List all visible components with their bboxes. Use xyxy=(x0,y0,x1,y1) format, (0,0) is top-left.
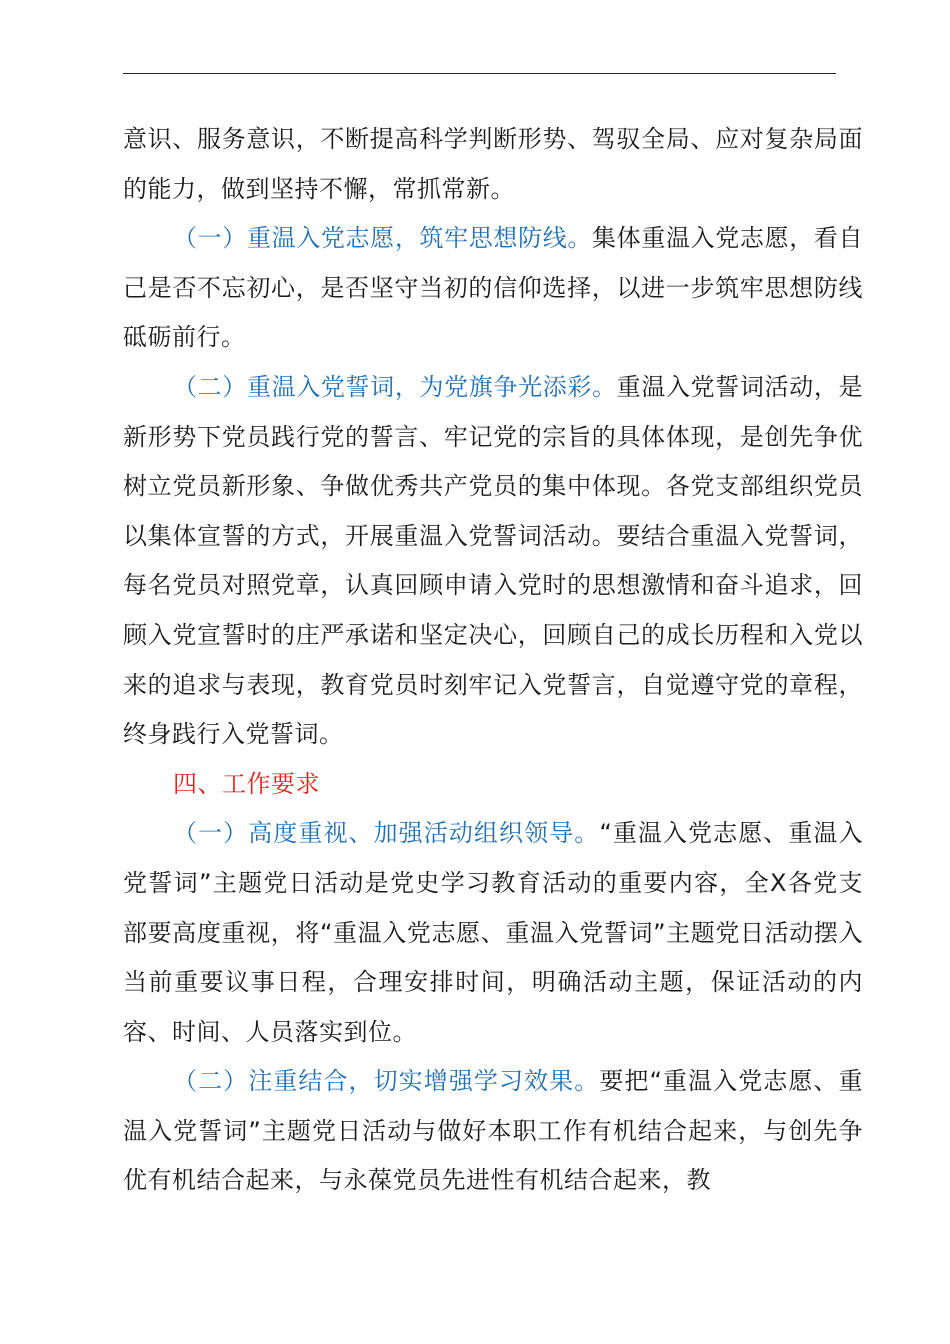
item-heading: （二）重温入党誓词，为党旗争光添彩。 xyxy=(173,372,617,401)
paragraph-text: 意识、服务意识，不断提高科学判断形势、驾驭全局、应对复杂局面的能力，做到坚持不懈，常抓常新。 xyxy=(123,125,863,203)
paragraph-text: 要把“重温入党志愿、重温入党誓词”主题党日活动与做好本职工作有机结合起来，与创先争优有机结合起来，与永葆党员先进性有机结合起来，教 xyxy=(123,1067,864,1195)
item-heading: （一）重温入党志愿，筑牢思想防线。 xyxy=(173,224,593,253)
paragraph-text: 重温入党誓词活动，是新形势下党员践行党的誓言、牢记党的宗旨的具体体现，是创先争优树立党员新形象、争做优秀共产党员的集中体现。各党支部组织党员以集体宣誓的方式，开展重温入党誓词活动。要结合重温入党誓词，每名党员对照党章，认真回顾申请入党时的思想激情和奋斗追求，回顾入党宣誓时的庄严承诺和坚定决心，回顾自己的成长历程和入党以来的追求与表现，教育党员时刻牢记入党誓言，自觉遵守党的章程，终身践行入党誓词。 xyxy=(123,372,864,749)
paragraph-item-2 xyxy=(123,363,863,760)
header-rule xyxy=(123,73,836,74)
paragraph-item-1 xyxy=(123,214,863,363)
paragraph-continuation xyxy=(123,115,863,214)
item-heading: （二）注重结合，切实增强学习效果。 xyxy=(173,1067,600,1096)
item-heading: （一）高度重视、加强活动组织领导。 xyxy=(173,819,600,848)
section-heading-text: 四、工作要求 xyxy=(173,769,320,798)
section-heading xyxy=(123,760,863,810)
paragraph-text: “重温入党志愿、重温入党誓词”主题党日活动是党史学习教育活动的重要内容，全X各党支部要高度重视，将“重温入党志愿、重温入党誓词”主题党日活动摆入当前重要议事日程，合理安排时间，明确活动主题，保证活动的内容、时间、人员落实到位。 xyxy=(123,819,864,1046)
paragraph-requirement-2 xyxy=(123,1057,863,1206)
paragraph-text: 集体重温入党志愿，看自己是否不忘初心，是否坚守当初的信仰选择，以进一步筑牢思想防线砥砺前行。 xyxy=(123,224,864,352)
document-body xyxy=(123,115,863,1206)
paragraph-requirement-1 xyxy=(123,809,863,1057)
